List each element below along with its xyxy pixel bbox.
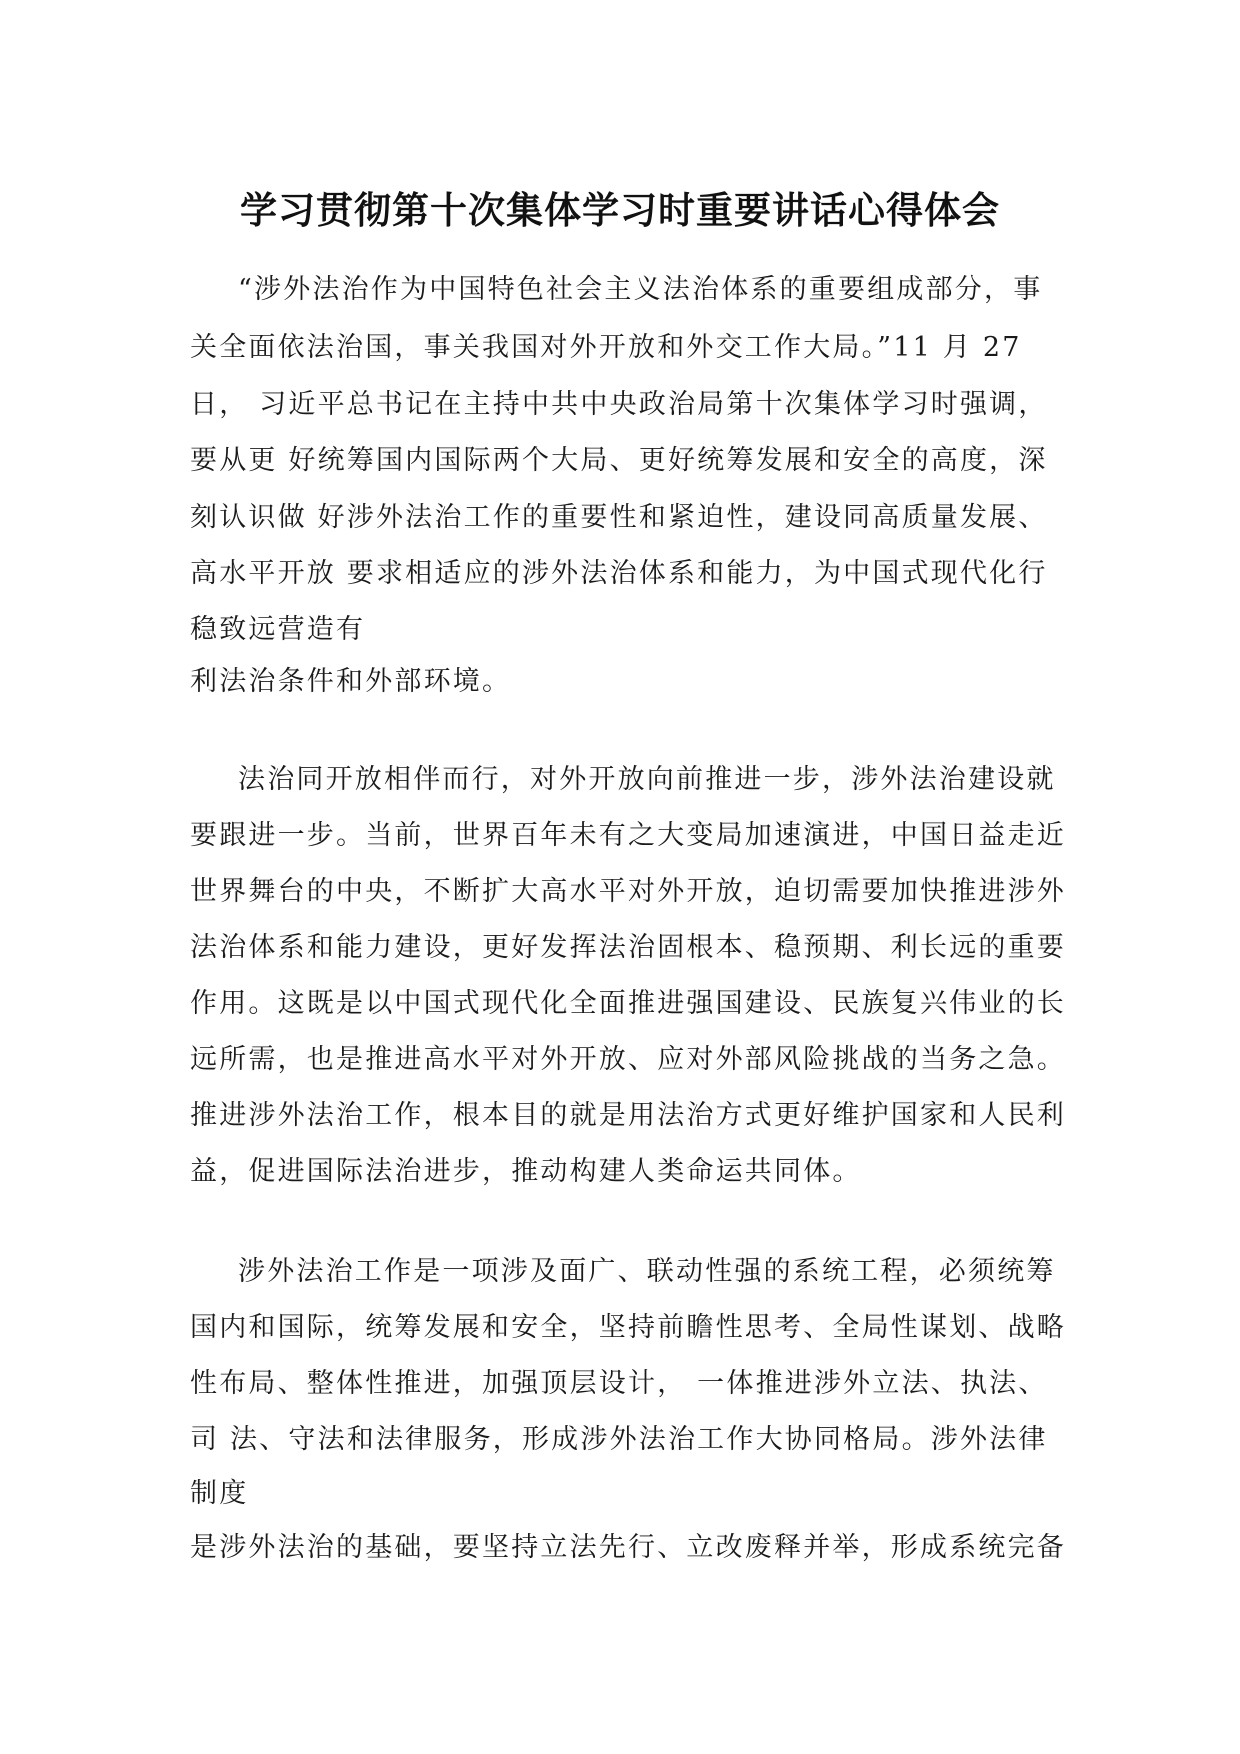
paragraph-1-line-7: 稳致远营造有	[190, 614, 366, 645]
paragraph-2-line-6: 远所需，也是推进高水平对外开放、应对外部风险挑战的当务之急。	[190, 1044, 1066, 1075]
paragraph-3-line-1: 涉外法治工作是一项涉及面广、联动性强的系统工程，必须统筹	[238, 1256, 1056, 1287]
paragraph-2-line-3: 世界舞台的中央，不断扩大高水平对外开放，迫切需要加快推进涉外	[190, 876, 1066, 907]
paragraph-1-line-3: 日， 习近平总书记在主持中共中央政治局第十次集体学习时强调，	[190, 389, 1048, 420]
paragraph-3-line-3: 性布局、整体性推进，加强顶层设计， 一体推进涉外立法、执法、	[190, 1368, 1048, 1399]
paragraph-3-line-2: 国内和国际，统筹发展和安全，坚持前瞻性思考、全局性谋划、战略	[190, 1312, 1066, 1343]
paragraph-1-line-1: “涉外法治作为中国特色社会主义法治体系的重要组成部分，事	[238, 274, 1043, 305]
paragraph-2-line-4: 法治体系和能力建设，更好发挥法治固根本、稳预期、利长远的重要	[190, 932, 1066, 963]
paragraph-3-line-6: 是涉外法治的基础，要坚持立法先行、立改废释并举，形成系统完备	[190, 1532, 1066, 1563]
paragraph-2-line-7: 推进涉外法治工作，根本目的就是用法治方式更好维护国家和人民利	[190, 1100, 1066, 1131]
paragraph-1-line-8: 利法治条件和外部环境。	[190, 666, 512, 697]
paragraph-2-line-8: 益，促进国际法治进步，推动构建人类命运共同体。	[190, 1156, 862, 1187]
paragraph-2-line-1: 法治同开放相伴而行，对外开放向前推进一步，涉外法治建设就	[238, 764, 1056, 795]
paragraph-2-line-5: 作用。这既是以中国式现代化全面推进强国建设、民族复兴伟业的长	[190, 988, 1066, 1019]
paragraph-2-line-2: 要跟进一步。当前，世界百年未有之大变局加速演进，中国日益走近	[190, 820, 1066, 851]
paragraph-1-line-2: 关全面依法治国，事关我国对外开放和外交工作大局。”11 月 27	[190, 332, 1022, 363]
document-title: 学习贯彻第十次集体学习时重要讲话心得体会	[240, 189, 1000, 232]
paragraph-1-line-4: 要从更 好统筹国内国际两个大局、更好统筹发展和安全的高度，深	[190, 445, 1048, 476]
paragraph-1-line-5: 刻认识做 好涉外法治工作的重要性和紧迫性，建设同高质量发展、	[190, 502, 1048, 533]
paragraph-1-line-6: 高水平开放 要求相适应的涉外法治体系和能力，为中国式现代化行	[190, 558, 1048, 589]
paragraph-3-line-4: 司 法、守法和法律服务，形成涉外法治工作大协同格局。涉外法律	[190, 1424, 1048, 1455]
paragraph-3-line-5: 制度	[190, 1478, 249, 1509]
